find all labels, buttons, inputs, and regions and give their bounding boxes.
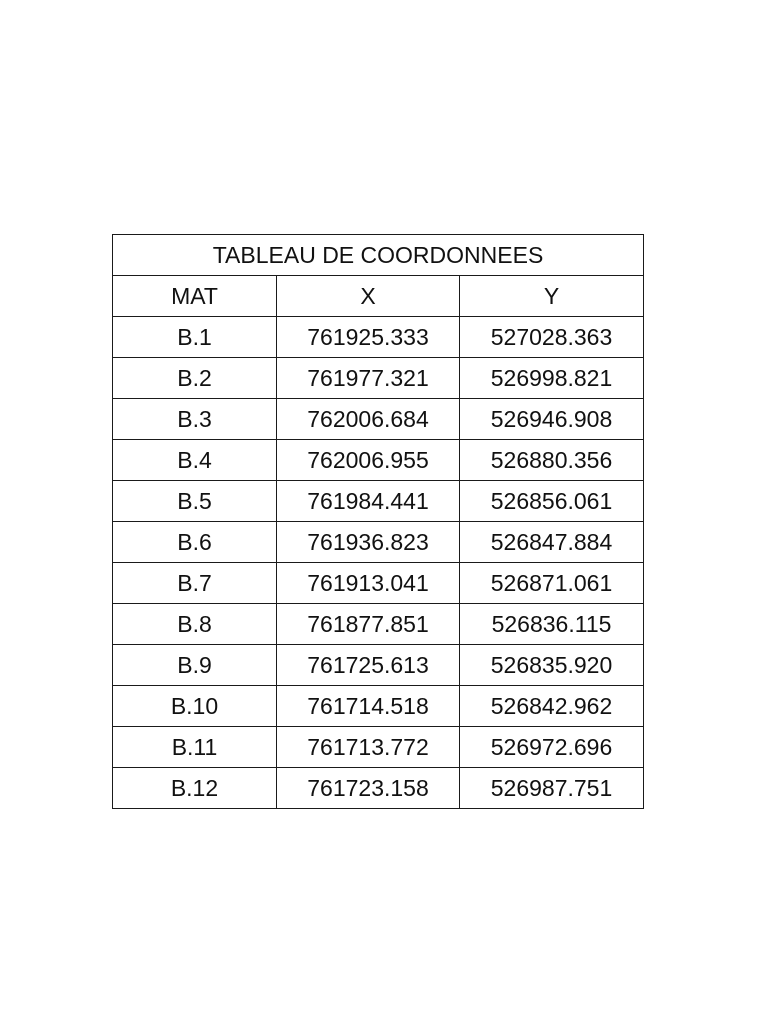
cell-y: 526972.696 — [460, 727, 644, 768]
cell-x: 761984.441 — [277, 481, 460, 522]
cell-x: 762006.684 — [277, 399, 460, 440]
table-title: TABLEAU DE COORDONNEES — [113, 235, 644, 276]
cell-y: 526835.920 — [460, 645, 644, 686]
table-row — [113, 563, 644, 604]
coordinates-table — [112, 234, 644, 809]
cell-mat: B.8 — [113, 604, 277, 645]
table-row — [113, 522, 644, 563]
cell-mat: B.1 — [113, 317, 277, 358]
cell-mat: B.3 — [113, 399, 277, 440]
cell-mat: B.10 — [113, 686, 277, 727]
cell-x: 761723.158 — [277, 768, 460, 809]
cell-mat: B.5 — [113, 481, 277, 522]
table-row — [113, 440, 644, 481]
cell-x: 761877.851 — [277, 604, 460, 645]
cell-y: 526842.962 — [460, 686, 644, 727]
table-row — [113, 645, 644, 686]
column-header-x: X — [277, 276, 460, 317]
table-header-row — [113, 276, 644, 317]
table-body — [113, 317, 644, 809]
cell-mat: B.6 — [113, 522, 277, 563]
table-row — [113, 604, 644, 645]
table-row — [113, 481, 644, 522]
column-header-mat: MAT — [113, 276, 277, 317]
table-row — [113, 317, 644, 358]
cell-x: 761913.041 — [277, 563, 460, 604]
cell-mat: B.12 — [113, 768, 277, 809]
cell-y: 526987.751 — [460, 768, 644, 809]
table-row — [113, 358, 644, 399]
cell-mat: B.7 — [113, 563, 277, 604]
cell-x: 761725.613 — [277, 645, 460, 686]
cell-y: 526880.356 — [460, 440, 644, 481]
table-row — [113, 686, 644, 727]
cell-x: 761925.333 — [277, 317, 460, 358]
cell-x: 761977.321 — [277, 358, 460, 399]
cell-x: 761713.772 — [277, 727, 460, 768]
cell-mat: B.9 — [113, 645, 277, 686]
table-row — [113, 768, 644, 809]
cell-y: 526871.061 — [460, 563, 644, 604]
cell-x: 762006.955 — [277, 440, 460, 481]
table-title-row — [113, 235, 644, 276]
cell-y: 526998.821 — [460, 358, 644, 399]
cell-y: 526856.061 — [460, 481, 644, 522]
column-header-y: Y — [460, 276, 644, 317]
cell-y: 526847.884 — [460, 522, 644, 563]
cell-y: 526836.115 — [460, 604, 644, 645]
cell-mat: B.4 — [113, 440, 277, 481]
table-row — [113, 727, 644, 768]
cell-mat: B.2 — [113, 358, 277, 399]
table-row — [113, 399, 644, 440]
cell-mat: B.11 — [113, 727, 277, 768]
cell-x: 761936.823 — [277, 522, 460, 563]
cell-y: 526946.908 — [460, 399, 644, 440]
cell-y: 527028.363 — [460, 317, 644, 358]
cell-x: 761714.518 — [277, 686, 460, 727]
